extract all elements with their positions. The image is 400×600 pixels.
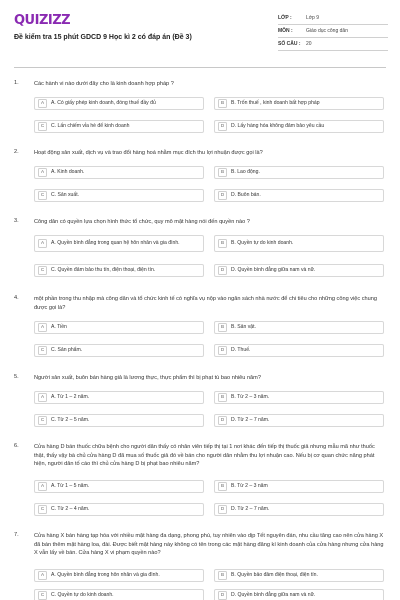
option-d[interactable]: [214, 120, 384, 133]
option-letter-badge: C: [38, 122, 47, 131]
question-3: [14, 218, 386, 284]
option-letter-badge: B: [218, 482, 227, 491]
option-letter-badge: A: [38, 239, 47, 248]
option-a[interactable]: [34, 235, 204, 252]
option-text: D. Thuế.: [231, 347, 251, 354]
option-letter-badge: A: [38, 571, 47, 580]
option-text: B. Sản vật.: [231, 324, 256, 331]
option-letter-badge: A: [38, 482, 47, 491]
option-text: C. Sản xuất.: [51, 192, 80, 199]
option-text: A. Từ 1 – 2 năm.: [51, 394, 90, 401]
option-letter-badge: D: [218, 505, 227, 514]
meta-row-count: [278, 38, 388, 51]
question-5: [14, 374, 386, 432]
option-text: A. Quyền bình đẳng trong quan hệ hôn nhân và gia đình.: [51, 240, 180, 247]
option-letter-badge: D: [218, 416, 227, 425]
option-letter-badge: C: [38, 416, 47, 425]
option-c[interactable]: [34, 120, 204, 133]
option-letter-badge: A: [38, 393, 47, 402]
option-c[interactable]: [34, 344, 204, 357]
question-text: Hoạt động sản xuất, dịch vụ và trao đổi hàng hoá nhằm mục đích thu lợi nhuận được gọi là?: [34, 150, 263, 156]
option-letter-badge: B: [218, 168, 227, 177]
option-a[interactable]: [34, 97, 204, 110]
option-c[interactable]: [34, 503, 204, 516]
question-text: Công dân có quyền lựa chọn hình thức tổ chức, quy mô mặt hàng nói đến quyền nào ?: [34, 219, 250, 225]
option-c[interactable]: [34, 264, 204, 277]
option-letter-badge: B: [218, 571, 227, 580]
option-letter-badge: D: [218, 191, 227, 200]
question-number: 2.: [14, 149, 19, 155]
option-text: D. Lấy hàng hóa không đảm bảo yêu cầu: [231, 123, 325, 130]
option-letter-badge: A: [38, 99, 47, 108]
option-text: C. Sản phẩm.: [51, 347, 83, 354]
option-letter-badge: D: [218, 346, 227, 355]
option-c[interactable]: [34, 414, 204, 427]
meta-value: 20: [306, 40, 312, 47]
header-divider: [14, 67, 386, 68]
meta-row-class: [278, 12, 388, 25]
question-7: [14, 532, 386, 600]
question-text: một phần trong thu nhập mà công dân và tổ chức kinh tế có nghĩa vụ nộp vào ngân sách nhà nước để chi tiêu cho những công việc chung được gọi là?: [34, 296, 377, 311]
question-number: 5.: [14, 374, 19, 380]
document-title: Đề kiểm tra 15 phút GDCD 9 Học kì 2 có đáp án (Đề 3): [14, 34, 192, 41]
option-text: A. Từ 1 – 5 năm.: [51, 483, 90, 490]
option-text: A. Kinh doanh.: [51, 169, 85, 176]
option-b[interactable]: [214, 166, 384, 179]
option-letter-badge: D: [218, 122, 227, 131]
quizizz-logo: QUIZIZZ: [14, 13, 71, 28]
option-c[interactable]: [34, 589, 204, 600]
option-text: B. Lao động.: [231, 169, 260, 176]
option-letter-badge: C: [38, 346, 47, 355]
option-letter-badge: A: [38, 323, 47, 332]
option-a[interactable]: [34, 569, 204, 582]
option-letter-badge: A: [38, 168, 47, 177]
option-letter-badge: D: [218, 591, 227, 600]
option-a[interactable]: [34, 166, 204, 179]
option-a[interactable]: [34, 321, 204, 334]
option-text: A. Có giấy phép kinh doanh, đóng thuế đầy đủ: [51, 100, 156, 107]
question-text: Cửa hàng X bán hàng tạp hóa với nhiều mặt hàng đa dạng, phong phú, tuy nhiên vào dịp Tết nguyên đán, nhu cầu tăng cao nên cửa hàng X đã bán thêm mặt hàng loa, đài. Được biết mặt hàng này không có tên trong các mặt hàng đăng kí kinh doanh của cửa hàng nhưng cửa hàng X vẫn lấy về bán. Cửa hàng X vi phạm quyền nào?: [34, 533, 384, 557]
option-b[interactable]: [214, 321, 384, 334]
question-2: [14, 149, 386, 207]
option-text: D. Quyền bình đẳng giữa nam và nữ.: [231, 591, 316, 598]
option-text: C. Từ 2 – 4 năm.: [51, 506, 90, 513]
question-text: Các hành vi nào dưới đây cho là kinh doanh hợp pháp ?: [34, 81, 174, 87]
option-text: C. Quyền tự do kinh doanh.: [51, 591, 114, 598]
option-d[interactable]: [214, 414, 384, 427]
meta-label: MÔN :: [278, 27, 293, 34]
option-b[interactable]: [214, 235, 384, 252]
option-a[interactable]: [34, 391, 204, 404]
option-b[interactable]: [214, 480, 384, 493]
document-header: [14, 12, 386, 62]
option-text: D. Từ 2 – 7 năm.: [231, 506, 270, 513]
option-text: B. Từ 2 – 3 năm: [231, 483, 268, 490]
question-text: Cửa hàng D bán thuốc chữa bệnh cho người dân thấy có nhân viên tiếp thị tại 1 nơi khác đến tiếp thị thuốc giả nhưng mẫu mã như thuốc thật, thấy vậy bà chủ cửa hàng D đã mua số thuốc giả đó về bán cho người dân nhằm thu lợi nhuận cao. Nếu bị cơ quan chức năng phát hiện, người dân tố cáo thì chủ cửa hàng D bị phạt bao nhiêu năm?: [34, 444, 375, 468]
option-letter-badge: B: [218, 393, 227, 402]
option-letter-badge: B: [218, 239, 227, 248]
meta-label: LỚP :: [278, 14, 292, 21]
meta-row-subject: [278, 25, 388, 38]
option-letter-badge: B: [218, 323, 227, 332]
option-d[interactable]: [214, 189, 384, 202]
option-letter-badge: C: [38, 266, 47, 275]
question-6: [14, 443, 386, 521]
option-b[interactable]: [214, 391, 384, 404]
option-letter-badge: B: [218, 99, 227, 108]
option-text: B. Trốn thuế , kinh doanh bất hợp pháp: [231, 100, 320, 107]
option-text: A. Tiền: [51, 324, 67, 331]
option-b[interactable]: [214, 569, 384, 582]
option-d[interactable]: [214, 344, 384, 357]
meta-value: Lớp 9: [306, 14, 320, 21]
option-letter-badge: C: [38, 591, 47, 600]
option-letter-badge: C: [38, 191, 47, 200]
option-letter-badge: D: [218, 266, 227, 275]
option-text: A. Quyền bình đẳng trong hôn nhân và gia đình.: [51, 572, 160, 579]
meta-table: [278, 12, 388, 51]
option-d[interactable]: [214, 264, 384, 277]
option-text: C. Từ 2 – 5 năm.: [51, 417, 90, 424]
question-number: 7.: [14, 532, 19, 538]
question-number: 3.: [14, 218, 19, 224]
meta-value: Giáo dục công dân: [306, 27, 348, 34]
option-text: C. Lấn chiếm vỉa hè để kinh doanh: [51, 123, 130, 130]
option-a[interactable]: [34, 480, 204, 493]
option-b[interactable]: [214, 97, 384, 110]
question-number: 1.: [14, 80, 19, 86]
question-4: [14, 295, 386, 363]
option-text: C. Quyền đảm bảo thu tín, điện thoại, điện tín.: [51, 267, 156, 274]
option-text: D. Quyền bình đẳng giữa nam và nữ.: [231, 267, 316, 274]
question-number: 4.: [14, 295, 19, 301]
option-text: B. Quyền bảo đảm điện thoại, điện tín.: [231, 572, 318, 579]
option-text: D. Buôn bán.: [231, 192, 261, 199]
meta-label: SỐ CÂU :: [278, 40, 301, 47]
option-d[interactable]: [214, 503, 384, 516]
question-number: 6.: [14, 443, 19, 449]
option-text: B. Từ 2 – 3 năm.: [231, 394, 270, 401]
option-text: B. Quyền tự do kinh doanh.: [231, 240, 294, 247]
question-1: [14, 80, 386, 138]
option-text: D. Từ 2 – 7 năm.: [231, 417, 270, 424]
option-c[interactable]: [34, 189, 204, 202]
option-letter-badge: C: [38, 505, 47, 514]
question-text: Người sản xuất, buôn bán hàng giả là lương thực, thực phẩm thì bị phạt tù bao nhiêu năm?: [34, 375, 261, 381]
option-d[interactable]: [214, 589, 384, 600]
